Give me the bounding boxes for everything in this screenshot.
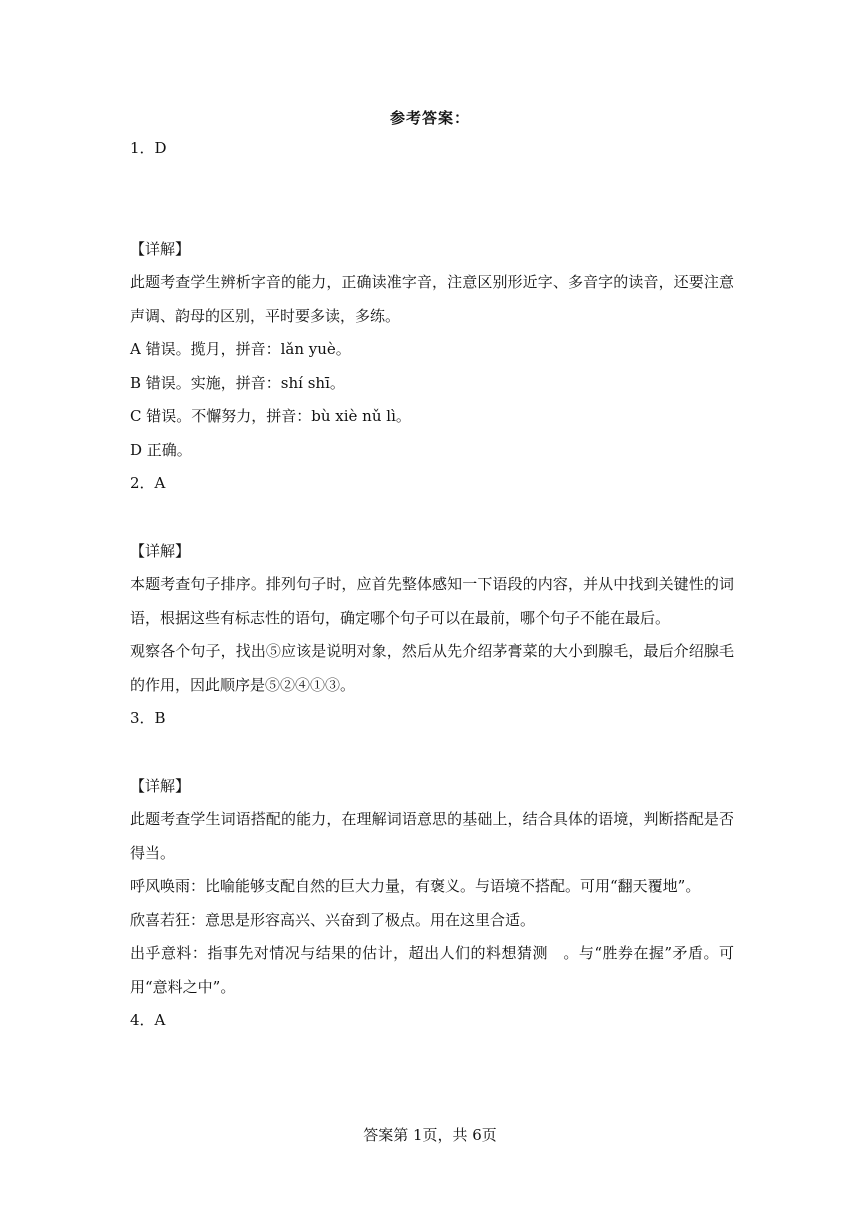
spacer — [130, 501, 734, 535]
detail-heading-2: 【详解】 — [130, 541, 191, 560]
detail-text-3-2: 呼风唤雨：比喻能够支配自然的巨大力量，有褒义。与语境不搭配。可用“翻天覆地”。 — [130, 877, 701, 895]
detail-text-1-4: C 错误。不懈努力，拼音：bù xiè nǔ lì。 — [130, 407, 411, 425]
detail-text-3-4: 出乎意料：指事先对情况与结果的估计，超出人们的料想猜测 。与“胜券在握”矛盾。可用“意料之中”。 — [130, 944, 734, 996]
spacer — [130, 166, 734, 233]
answer-content — [130, 132, 734, 1038]
detail-text-3-1: 此题考查学生词语搭配的能力，在理解词语意思的基础上，结合具体的语境，判断搭配是否得当。 — [130, 810, 734, 862]
detail-text-3-3: 欣喜若狂：意思是形容高兴、兴奋到了极点。用在这里合适。 — [130, 910, 536, 929]
detail-text-1-1: 此题考查学生辨析字音的能力，正确读准字音，注意区别形近字、多音字的读音，还要注意声调、韵母的区别，平时要多读，多练。 — [130, 273, 734, 325]
spacer — [130, 736, 734, 770]
detail-text-1-3: B 错误。实施，拼音：shí shī。 — [130, 373, 345, 392]
answer-number-2: 2．A — [130, 474, 166, 492]
answer-number-1: 1．D — [130, 139, 167, 157]
detail-text-2-1: 本题考查句子排序。排列句子时，应首先整体感知一下语段的内容，并从中找到关键性的词语，根据这些有标志性的语句，确定哪个句子可以在最前，哪个句子不能在最后。 — [130, 575, 734, 627]
detail-heading-3: 【详解】 — [130, 776, 191, 795]
detail-text-1-2: A 错误。揽月，拼音：lǎn yuè。 — [130, 340, 351, 358]
answer-number-3: 3．B — [130, 709, 166, 727]
page-footer: 答案第 1页，共 6页 — [363, 1126, 497, 1144]
answer-number-4: 4．A — [130, 1011, 166, 1029]
detail-text-1-5: D 正确。 — [130, 440, 192, 459]
detail-text-2-2: 观察各个句子，找出⑤应该是说明对象，然后从先介绍茅膏菜的大小到腺毛，最后介绍腺毛的作用，因此顺序是⑤②④①③。 — [130, 642, 734, 694]
detail-heading-1: 【详解】 — [130, 239, 191, 258]
page-title: 参考答案： — [389, 109, 470, 127]
